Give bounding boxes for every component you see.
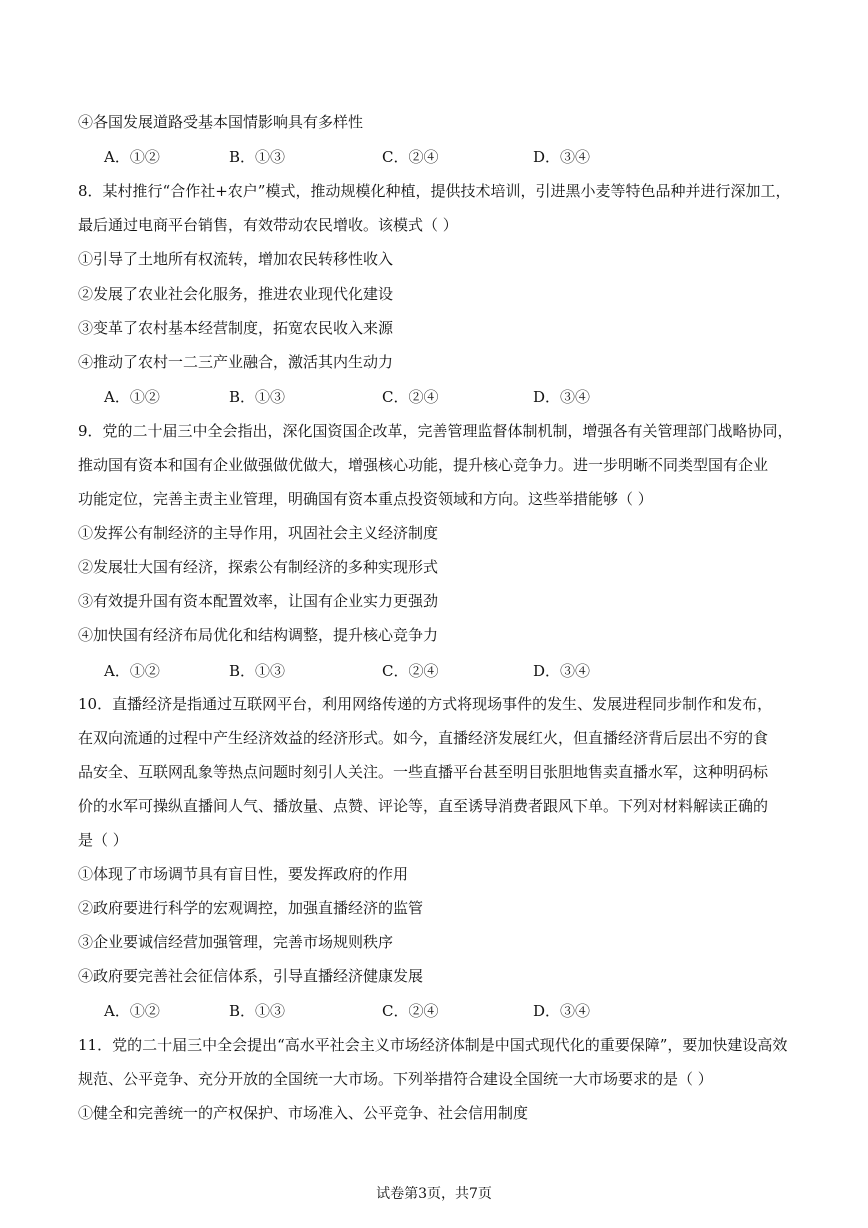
q9-item-2: ②发展壮大国有经济，探索公有制经济的多种实现形式 bbox=[78, 558, 439, 576]
q7-option-c: C．②④ bbox=[382, 148, 439, 166]
q10-options bbox=[104, 1000, 804, 1020]
q8-option-d: D．③④ bbox=[533, 388, 591, 406]
q10-option-d: D．③④ bbox=[533, 1002, 591, 1020]
q7-options bbox=[104, 146, 804, 166]
q10-option-a: A．①② bbox=[104, 1002, 160, 1020]
q7-option-b: B．①③ bbox=[229, 148, 286, 166]
q9-option-b: B．①③ bbox=[229, 662, 286, 680]
q10-stem-line-4: 价的水军可操纵直播间人气、播放量、点赞、评论等，直至诱导消费者跟风下单。下列对材料解读正确的 bbox=[78, 797, 769, 815]
q10-stem-line-5: 是（ ） bbox=[78, 831, 128, 849]
q10-item-4: ④政府要完善社会征信体系，引导直播经济健康发展 bbox=[78, 967, 424, 985]
q9-stem-line-3: 功能定位，完善主责主业管理，明确国有资本重点投资领域和方向。这些举措能够（ ） bbox=[78, 490, 653, 508]
q10-option-b: B．①③ bbox=[229, 1002, 286, 1020]
q8-item-3: ③变革了农村基本经营制度，拓宽农民收入来源 bbox=[78, 319, 394, 337]
q9-option-a: A．①② bbox=[104, 662, 160, 680]
q7-item-4: ④各国发展道路受基本国情影响具有多样性 bbox=[78, 113, 364, 131]
q10-stem-line-3: 品安全、互联网乱象等热点问题时刻引人关注。一些直播平台甚至明目张胆地售卖直播水军，这种明码标 bbox=[78, 763, 769, 781]
q8-stem-line-2: 最后通过电商平台销售，有效带动农民增收。该模式（ ） bbox=[78, 216, 458, 234]
q9-option-d: D．③④ bbox=[533, 662, 591, 680]
q9-item-3: ③有效提升国有资本配置效率，让国有企业实力更强劲 bbox=[78, 592, 439, 610]
q11-stem-line-1: 11．党的二十届三中全会提出“高水平社会主义市场经济体制是中国式现代化的重要保障”，要加快建设高效 bbox=[78, 1036, 788, 1054]
q11-item-1: ①健全和完善统一的产权保护、市场准入、公平竞争、社会信用制度 bbox=[78, 1104, 529, 1122]
q10-stem-line-2: 在双向流通的过程中产生经济效益的经济形式。如今，直播经济发展红火，但直播经济背后层出不穷的食 bbox=[78, 729, 769, 747]
q7-option-a: A．①② bbox=[104, 148, 160, 166]
q9-item-4: ④加快国有经济布局优化和结构调整，提升核心竞争力 bbox=[78, 626, 439, 644]
q10-stem-line-1: 10．直播经济是指通过互联网平台，利用网络传递的方式将现场事件的发生、发展进程同步制作和发布， bbox=[78, 695, 773, 713]
q9-item-1: ①发挥公有制经济的主导作用，巩固社会主义经济制度 bbox=[78, 524, 439, 542]
q11-stem-line-2: 规范、公平竞争、充分开放的全国统一大市场。下列举措符合建设全国统一大市场要求的是（ ） bbox=[78, 1070, 713, 1088]
q8-item-4: ④推动了农村一二三产业融合，激活其内生动力 bbox=[78, 353, 394, 371]
q8-item-2: ②发展了农业社会化服务，推进农业现代化建设 bbox=[78, 285, 394, 303]
q10-item-3: ③企业要诚信经营加强管理，完善市场规则秩序 bbox=[78, 933, 394, 951]
q9-option-c: C．②④ bbox=[382, 662, 439, 680]
q10-item-1: ①体现了市场调节具有盲目性，要发挥政府的作用 bbox=[78, 865, 409, 883]
q8-option-b: B．①③ bbox=[229, 388, 286, 406]
q8-item-1: ①引导了土地所有权流转，增加农民转移性收入 bbox=[78, 250, 394, 268]
q7-option-d: D．③④ bbox=[533, 148, 591, 166]
q8-option-c: C．②④ bbox=[382, 388, 439, 406]
q9-stem-line-1: 9．党的二十届三中全会指出，深化国资国企改革，完善管理监督体制机制，增强各有关管理部门战略协同， bbox=[78, 422, 793, 440]
page-footer: 试卷第3页，共7页 bbox=[376, 1186, 492, 1202]
q9-stem-line-2: 推动国有资本和国有企业做强做优做大，增强核心功能，提升核心竞争力。进一步明晰不同类型国有企业 bbox=[78, 456, 769, 474]
q10-option-c: C．②④ bbox=[382, 1002, 439, 1020]
q8-stem-line-1: 8．某村推行“合作社+农户”模式，推动规模化种植，提供技术培训，引进黑小麦等特色品种并进行深加工， bbox=[78, 182, 791, 200]
q8-option-a: A．①② bbox=[104, 388, 160, 406]
q9-options bbox=[104, 660, 804, 680]
q10-item-2: ②政府要进行科学的宏观调控，加强直播经济的监管 bbox=[78, 899, 424, 917]
q8-options bbox=[104, 386, 804, 406]
